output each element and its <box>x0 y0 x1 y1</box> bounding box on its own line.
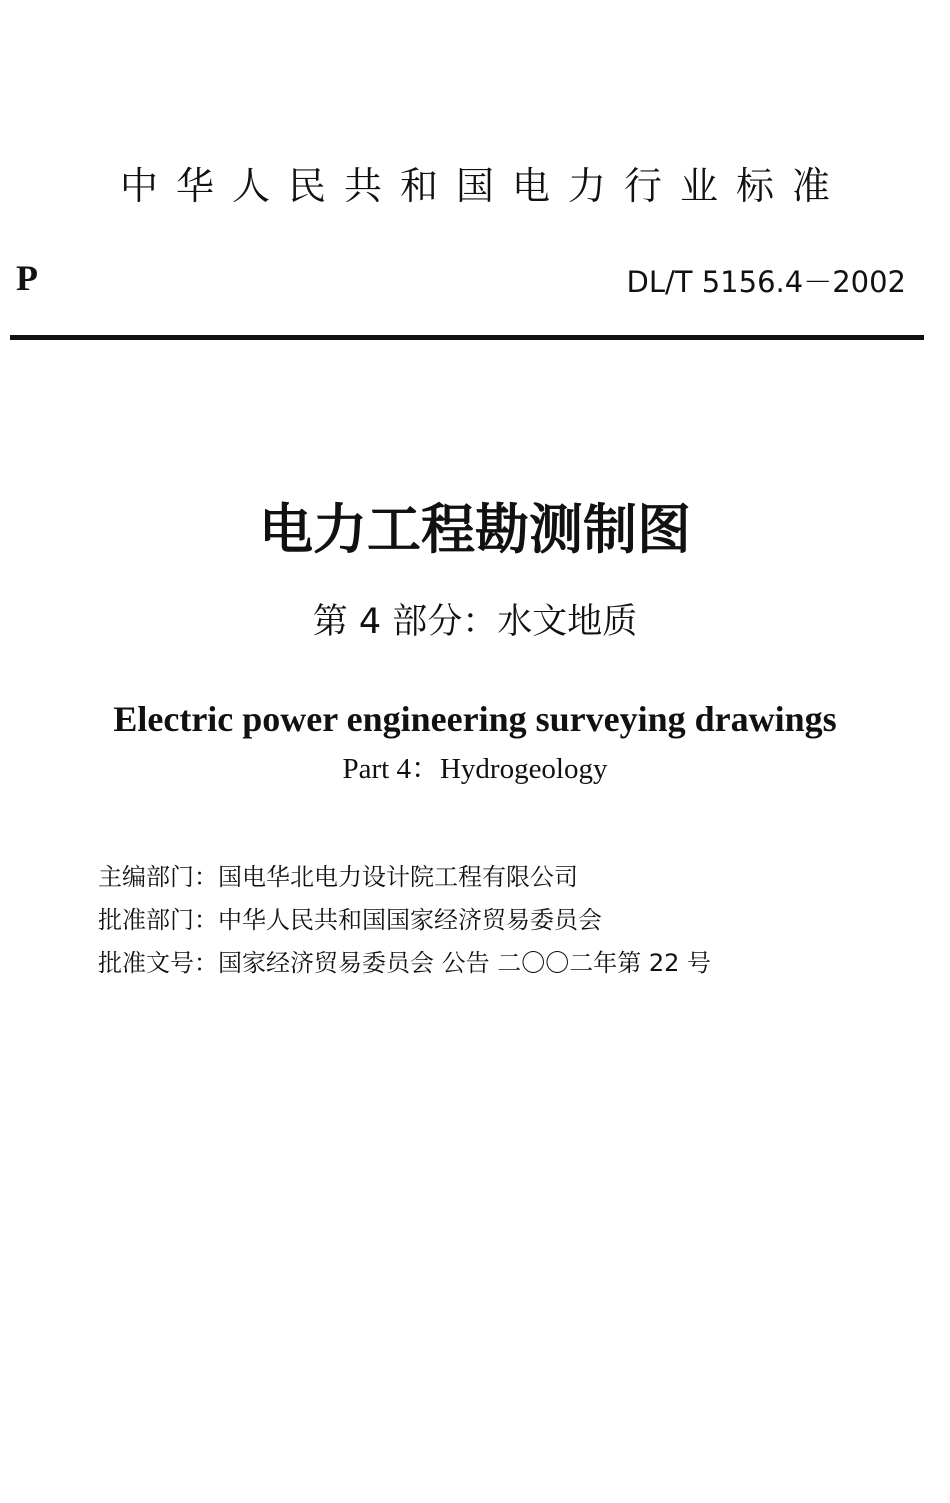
document-part-chinese: 第 4 部分：水文地质 <box>312 602 638 642</box>
category-code: P <box>16 258 38 298</box>
document-title-english: Electric power engineering surveying drawings <box>113 699 837 739</box>
approving-department-line: 批准部门：中华人民共和国国家经济贸易委员会 <box>98 906 602 934</box>
approval-info <box>98 856 711 985</box>
document-part-english: Part 4：Hydrogeology <box>342 753 608 785</box>
editor-department-line: 主编部门：国电华北电力设计院工程有限公司 <box>98 863 578 891</box>
standard-type-heading: 中华人民共和国电力行业标准 <box>119 164 848 208</box>
standard-number: DL/T 5156.4－2002 <box>626 265 906 299</box>
approval-number-line: 批准文号：国家经济贸易委员会 公告 二〇〇二年第 22 号 <box>98 949 712 977</box>
document-title-chinese: 电力工程勘测制图 <box>259 498 691 561</box>
header-divider <box>10 335 924 340</box>
